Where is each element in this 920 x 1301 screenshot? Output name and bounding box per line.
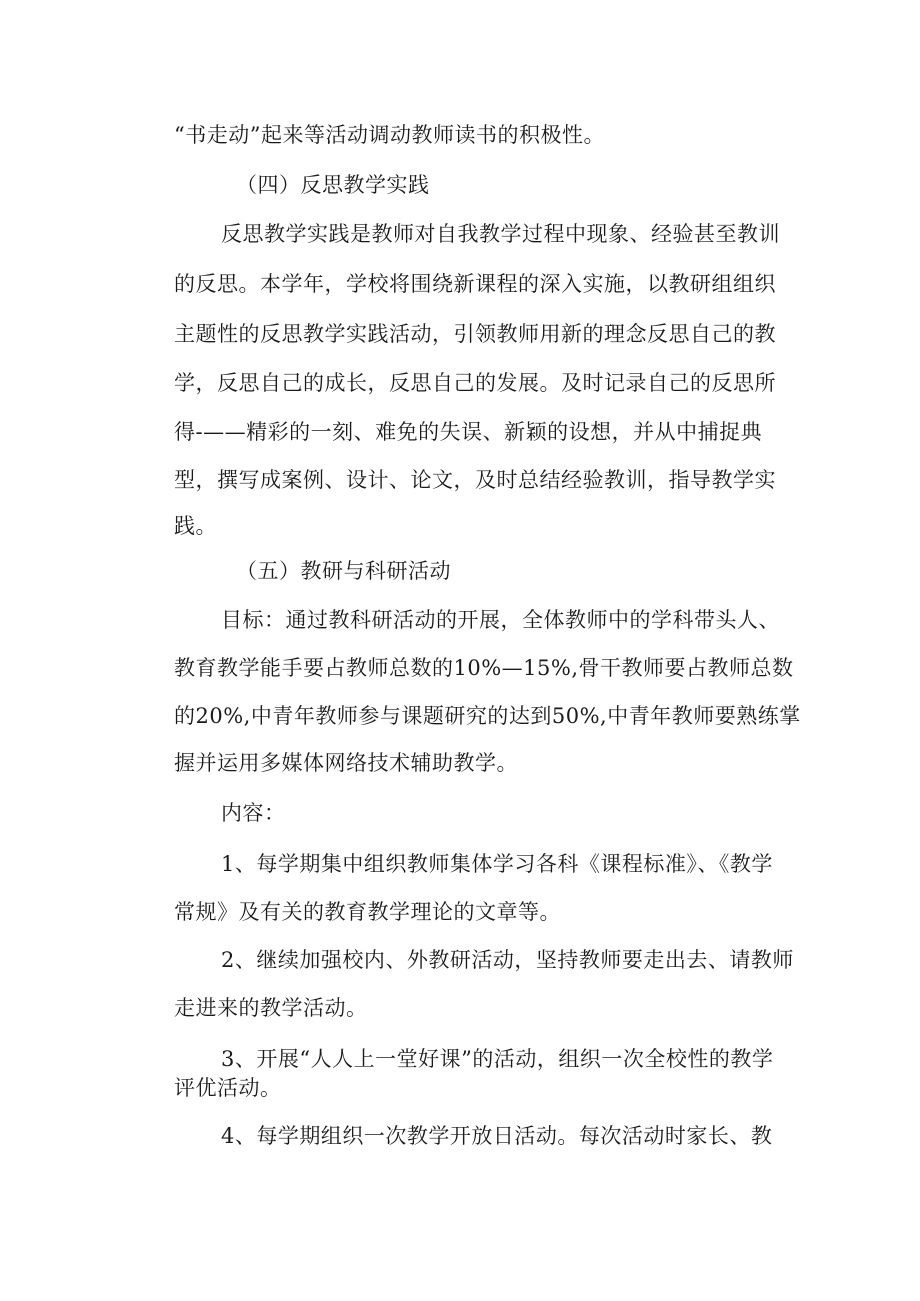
text-line: 内容： bbox=[221, 801, 286, 825]
text-line: 握并运用多媒体网络技术辅助教学。 bbox=[174, 751, 518, 775]
text-line: 1、每学期集中组织教师集体学习各科《课程标准》、《教学 bbox=[221, 852, 773, 876]
text-line: 教育教学能手要占教师总数的10%—15%,骨干教师要占教师总数 bbox=[174, 656, 794, 680]
text-line: 得-——精彩的一刻、难免的失误、新颖的设想，并从中捕捉典 bbox=[174, 420, 763, 444]
text-line: 的反思。本学年，学校将围绕新课程的深入实施，以教研组组织 bbox=[174, 272, 776, 296]
text-line: 型，撰写成案例、设计、论文，及时总结经验教训，指导教学实 bbox=[174, 468, 776, 492]
text-line: 评优活动。 bbox=[174, 1076, 282, 1100]
text-line: 走进来的教学活动。 bbox=[174, 996, 368, 1020]
text-line: 的20%,中青年教师参与课题研究的达到50%,中青年教师要熟练掌 bbox=[174, 704, 801, 728]
text-line: 学，反思自己的成长，反思自己的发展。及时记录自己的反思所 bbox=[174, 371, 776, 395]
text-line: 主题性的反思教学实践活动，引领教师用新的理念反思自己的教 bbox=[174, 322, 776, 346]
section-heading: （四）反思教学实践 bbox=[236, 173, 430, 197]
text-line: 4、每学期组织一次教学开放日活动。每次活动时家长、教 bbox=[221, 1124, 773, 1148]
section-heading: （五）教研与科研活动 bbox=[236, 559, 451, 583]
text-line: 2、继续加强校内、外教研活动，坚持教师要走出去、请教师 bbox=[221, 948, 794, 972]
text-line: 目标：通过教科研活动的开展，全体教师中的学科带头人、 bbox=[221, 608, 780, 632]
text-line: 反思教学实践是教师对自我教学过程中现象、经验甚至教训 bbox=[221, 222, 780, 246]
text-line: 常规》及有关的教育教学理论的文章等。 bbox=[174, 900, 561, 924]
text-line: 践。 bbox=[174, 514, 217, 538]
text-line: 3、开展“人人上一堂好课”的活动，组织一次全校性的教学 bbox=[221, 1047, 774, 1071]
text-line: “书走动”起来等活动调动教师读书的积极性。 bbox=[174, 123, 605, 147]
